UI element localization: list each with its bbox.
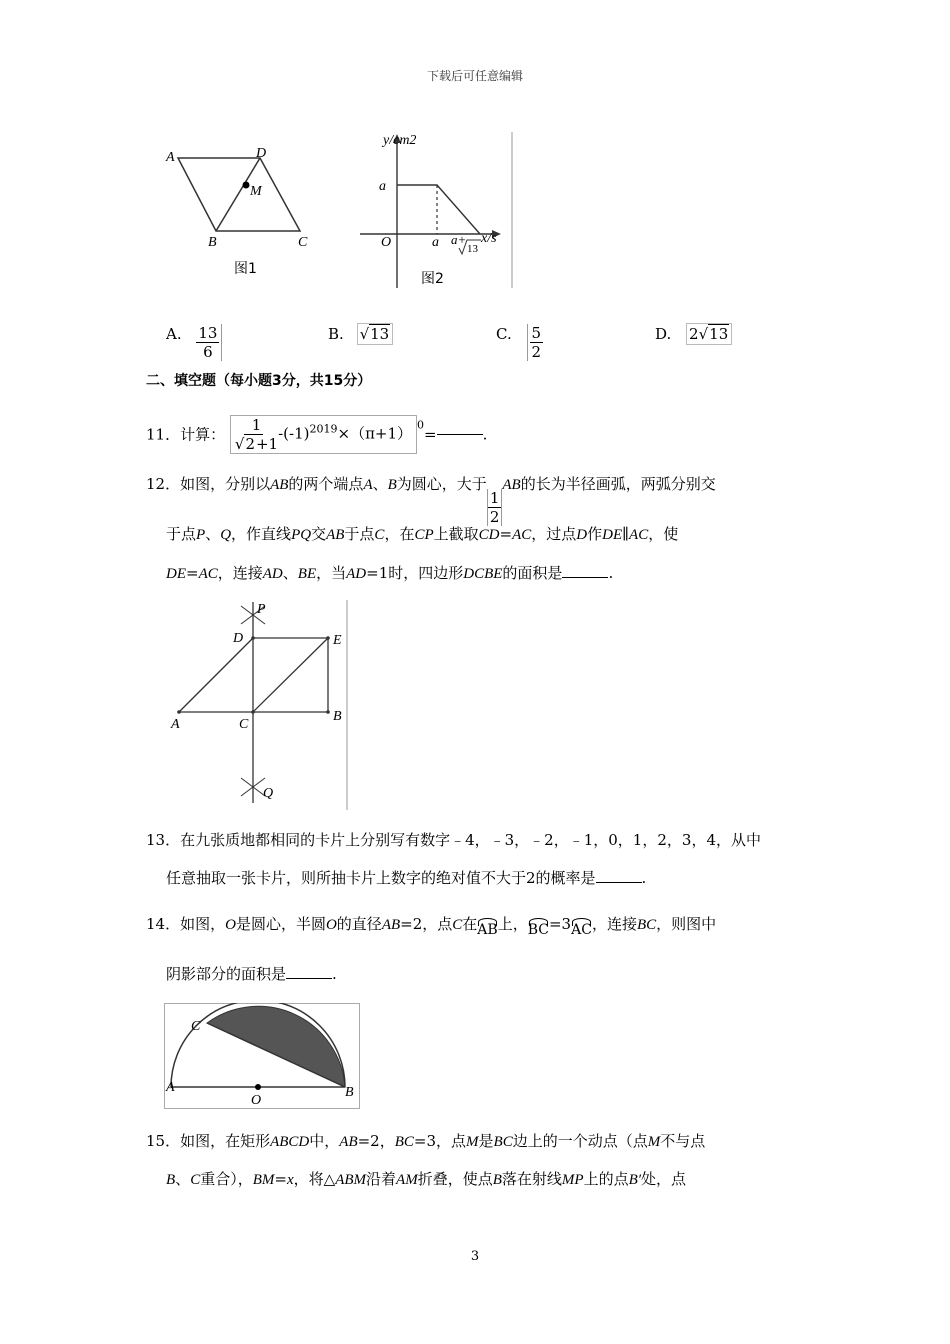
q14-arc-AB: AB bbox=[477, 922, 498, 938]
q12-answer-blank bbox=[562, 577, 608, 578]
q12-l2-Q: Q bbox=[220, 527, 232, 543]
q12-l2-f: ，在 bbox=[384, 525, 415, 543]
q12-l2-g: 上截取 bbox=[433, 525, 479, 543]
q15-l1-AB: AB bbox=[339, 1134, 358, 1150]
fig2-a-y: a bbox=[379, 179, 386, 194]
q13-l2-end: . bbox=[641, 869, 647, 887]
q12-l3-AD: AD bbox=[262, 566, 283, 582]
q14-BC: BC bbox=[636, 917, 657, 933]
q13-answer-blank bbox=[596, 882, 642, 883]
q12-l1-AB2: AB bbox=[502, 477, 521, 493]
q14-l2-end: . bbox=[332, 965, 337, 983]
fig2-sqrt13: 13 bbox=[467, 243, 478, 255]
q15-l2-c: = bbox=[274, 1170, 287, 1188]
fig2-caption: 图2 bbox=[421, 271, 444, 287]
q14-fig-label-O: O bbox=[251, 1093, 262, 1108]
figure-2 bbox=[355, 130, 515, 290]
option-c-den: 2 bbox=[531, 343, 542, 361]
option-d: D. 2√13 bbox=[655, 324, 732, 344]
q12-l3-d: ，当 bbox=[316, 564, 347, 582]
q15-l1-M: M bbox=[466, 1134, 479, 1150]
q12-l3-DCBE: DCBE bbox=[463, 566, 503, 582]
q11-times: ×（π+1） bbox=[337, 424, 413, 443]
q12-l2-CD: CD bbox=[478, 527, 500, 543]
fig1-label-D: D bbox=[256, 146, 267, 161]
option-a-letter: A. bbox=[166, 325, 182, 343]
fig2-x-label: x/s bbox=[481, 231, 497, 246]
q15-l2-i: 处，点 bbox=[641, 1170, 687, 1188]
q12-l3-DE: DE bbox=[166, 566, 186, 582]
q15-l2-f: 折叠，使点 bbox=[417, 1170, 493, 1188]
fig2-a-x: a bbox=[432, 235, 439, 250]
q11-fraction bbox=[235, 416, 278, 453]
q11-answer-blank bbox=[437, 434, 483, 435]
q12-l2-P: P bbox=[196, 527, 206, 543]
q12-l2-C: C bbox=[374, 527, 385, 543]
q12-l2-CP: CP bbox=[414, 527, 434, 543]
q14-d: =2，点 bbox=[400, 915, 453, 933]
fig2-origin: O bbox=[381, 235, 392, 250]
option-d-value: 13 bbox=[709, 325, 729, 343]
q15-l2-C: C bbox=[190, 1172, 201, 1188]
q15-l1-BC2: BC bbox=[493, 1134, 513, 1150]
fig1-label-A: A bbox=[166, 150, 175, 165]
q15-l2-AM: AM bbox=[396, 1172, 418, 1188]
q15-l2-b: 重合）， bbox=[200, 1170, 253, 1188]
q12-l2-DE: DE bbox=[602, 527, 623, 543]
q12-l1-d: 为圆心，大于 bbox=[396, 475, 487, 493]
q14-fig-label-C: C bbox=[191, 1019, 201, 1034]
q14-O: O bbox=[225, 917, 236, 933]
option-a-den: 6 bbox=[203, 343, 213, 361]
question-15-line-2 bbox=[166, 1169, 686, 1190]
q11-middle: -(-1) bbox=[278, 424, 310, 443]
q11-frac-num: 1 bbox=[251, 416, 262, 434]
q12-l3-BE: BE bbox=[297, 566, 317, 582]
option-b-value: 13 bbox=[370, 325, 390, 343]
q12-fig-label-A: A bbox=[171, 717, 180, 732]
q12-l1-a: 12．如图，分别以 bbox=[146, 475, 271, 493]
fig1-label-M: M bbox=[250, 184, 262, 199]
q11-expression bbox=[230, 415, 417, 454]
q12-l2-i: ，过点 bbox=[531, 525, 577, 543]
question-12-line-2 bbox=[166, 524, 678, 545]
q12-l2-k: ∥ bbox=[622, 527, 630, 543]
q12-l3-e: =1时，四边形 bbox=[366, 564, 464, 582]
q12-fig-label-C: C bbox=[239, 717, 249, 732]
q15-l2-d: ，将△ bbox=[293, 1170, 336, 1188]
q11-frac-den: √2+1 bbox=[234, 435, 279, 453]
option-c bbox=[496, 324, 543, 361]
q12-fig-label-P: P bbox=[257, 602, 266, 617]
q15-l1-d: =3，点 bbox=[413, 1132, 467, 1150]
question-12-line-3 bbox=[166, 563, 613, 584]
figure-1 bbox=[160, 135, 320, 285]
q14-answer-blank bbox=[286, 978, 332, 979]
q12-l3-AD2: AD bbox=[346, 566, 367, 582]
q15-l1-c: =2， bbox=[357, 1132, 395, 1150]
q12-l2-D: D bbox=[576, 527, 588, 543]
question-14-line-1 bbox=[146, 914, 716, 940]
q14-e: 在 bbox=[462, 915, 478, 933]
q11-exp0: 0 bbox=[417, 418, 425, 432]
q12-l2-l: ，使 bbox=[648, 525, 679, 543]
q15-l2-B: B bbox=[166, 1172, 176, 1188]
q12-l2-PQ: PQ bbox=[291, 527, 312, 543]
q14-C: C bbox=[452, 917, 463, 933]
q14-i: ，则图中 bbox=[656, 915, 717, 933]
q15-l2-a: 、 bbox=[175, 1170, 191, 1188]
page-header: 下载后可任意编辑 bbox=[426, 69, 523, 83]
q15-l1-M2: M bbox=[647, 1134, 661, 1150]
q12-l2-a: 于点 bbox=[166, 525, 197, 543]
q13-l2-text: 任意抽取一张卡片，则所抽卡片上数字的绝对值不大于2的概率是 bbox=[166, 869, 596, 887]
fig1-label-C: C bbox=[298, 235, 308, 250]
fig1-label-B: B bbox=[208, 235, 217, 250]
q12-fig-label-B: B bbox=[333, 709, 342, 724]
q14-f: 上， bbox=[497, 915, 528, 933]
q14-h: ，连接 bbox=[591, 915, 637, 933]
q12-half-num: 1 bbox=[489, 489, 500, 507]
q12-l2-c: ，作直线 bbox=[231, 525, 292, 543]
q15-l2-x: x bbox=[286, 1172, 294, 1188]
section-2-title: 二、填空题（每小题3分，共15分） bbox=[146, 373, 372, 389]
q15-l2-e: 沿着 bbox=[366, 1170, 397, 1188]
q15-l2-MP: MP bbox=[561, 1172, 584, 1188]
q15-l1-ABCD: ABCD bbox=[270, 1134, 310, 1150]
q11-frac-den-sqrt: 2 bbox=[245, 435, 255, 453]
q14-arc-BC: BC bbox=[527, 922, 549, 938]
q12-l2-AC2: AC bbox=[629, 527, 649, 543]
question-15-line-1 bbox=[146, 1131, 705, 1152]
figure-q12 bbox=[165, 598, 350, 812]
q15-l1-g: 不与点 bbox=[660, 1132, 706, 1150]
q14-AB: AB bbox=[381, 917, 401, 933]
q11-frac-den-rest: +1 bbox=[255, 435, 279, 453]
option-a-num: 13 bbox=[198, 324, 218, 342]
q12-half bbox=[487, 489, 503, 526]
q15-l2-g: 落在射线 bbox=[501, 1170, 562, 1188]
q12-l3-c: 、 bbox=[282, 564, 298, 582]
question-14-line-2 bbox=[166, 964, 337, 984]
q12-l3-f: 的面积是 bbox=[502, 564, 563, 582]
q14-fig-label-B: B bbox=[345, 1085, 354, 1100]
q15-l2-B2: B bbox=[492, 1172, 502, 1188]
q12-l2-AC: AC bbox=[512, 527, 532, 543]
q11-end: . bbox=[482, 425, 488, 444]
option-c-fraction bbox=[527, 324, 544, 361]
q12-fig-label-D: D bbox=[233, 631, 244, 646]
q11-eq: = bbox=[424, 425, 437, 444]
q12-l3-AC: AC bbox=[198, 566, 218, 582]
q15-l1-BC: BC bbox=[394, 1134, 414, 1150]
q12-l2-e: 于点 bbox=[344, 525, 375, 543]
option-a bbox=[166, 324, 222, 361]
q12-l1-c: 、 bbox=[372, 475, 388, 493]
option-d-letter: D. bbox=[655, 325, 672, 343]
q11-exp: 2019 bbox=[309, 422, 338, 436]
page-number: 3 bbox=[470, 1249, 480, 1264]
option-b-letter: B. bbox=[328, 325, 344, 343]
q15-l2-BM: BM bbox=[252, 1172, 275, 1188]
q12-l2-h: = bbox=[499, 525, 513, 543]
option-c-num: 5 bbox=[531, 324, 542, 342]
q15-l1-e: 是 bbox=[478, 1132, 494, 1150]
q12-fig-label-E: E bbox=[333, 633, 342, 648]
q14-b: 是圆心，半圆 bbox=[235, 915, 326, 933]
q12-l2-d: 交 bbox=[311, 525, 327, 543]
q15-l2-ABM: ABM bbox=[335, 1172, 367, 1188]
q14-a: 14．如图， bbox=[146, 915, 226, 933]
q12-l1-B: B bbox=[387, 477, 397, 493]
question-12-line-1 bbox=[146, 474, 716, 526]
q12-l3-end: . bbox=[608, 564, 614, 582]
q15-l2-Bp: B′ bbox=[628, 1172, 642, 1188]
option-a-fraction bbox=[196, 324, 222, 361]
q14-fig-label-A: A bbox=[166, 1080, 175, 1095]
q15-l2-h: 上的点 bbox=[583, 1170, 629, 1188]
q12-l2-b: 、 bbox=[205, 525, 221, 543]
q12-l1-e: 的长为半径画弧，两弧分别交 bbox=[520, 475, 716, 493]
q12-fig-label-Q: Q bbox=[263, 786, 274, 801]
q15-l1-f: 边上的一个动点（点 bbox=[512, 1132, 648, 1150]
q12-half-den: 2 bbox=[489, 508, 500, 526]
question-13-line-1: 13．在九张质地都相同的卡片上分别写有数字﹣4，﹣3，﹣2，﹣1，0，1，2，3，4，从中 bbox=[146, 831, 761, 849]
q12-l1-AB: AB bbox=[270, 477, 289, 493]
q14-c: 的直径 bbox=[336, 915, 382, 933]
question-13-line-2 bbox=[166, 868, 646, 888]
option-c-letter: C. bbox=[496, 325, 512, 343]
q14-l2-text: 阴影部分的面积是 bbox=[166, 965, 287, 983]
q15-l1-a: 15．如图，在矩形 bbox=[146, 1132, 271, 1150]
q12-l3-b: ，连接 bbox=[217, 564, 263, 582]
q11-number: 11．计算： bbox=[146, 425, 226, 444]
q12-l1-A: A bbox=[363, 477, 373, 493]
option-d-coef: 2 bbox=[689, 325, 699, 343]
figure-q14 bbox=[164, 1003, 362, 1111]
q12-l2-j: 作 bbox=[587, 525, 603, 543]
fig2-a-plus: a+ bbox=[451, 232, 467, 247]
question-11 bbox=[146, 415, 487, 454]
q15-l1-b: 中， bbox=[309, 1132, 340, 1150]
q12-l1-b: 的两个端点 bbox=[288, 475, 364, 493]
fig2-y-label: y/cm2 bbox=[383, 133, 417, 148]
q12-l2-AB: AB bbox=[326, 527, 345, 543]
q14-O2: O bbox=[325, 917, 337, 933]
q14-arc-AC: AC bbox=[571, 922, 592, 938]
q14-g: =3 bbox=[548, 915, 572, 933]
option-b: B. √13 bbox=[328, 324, 393, 344]
fig1-caption: 图1 bbox=[234, 261, 257, 277]
q12-l3-a: = bbox=[186, 564, 199, 582]
